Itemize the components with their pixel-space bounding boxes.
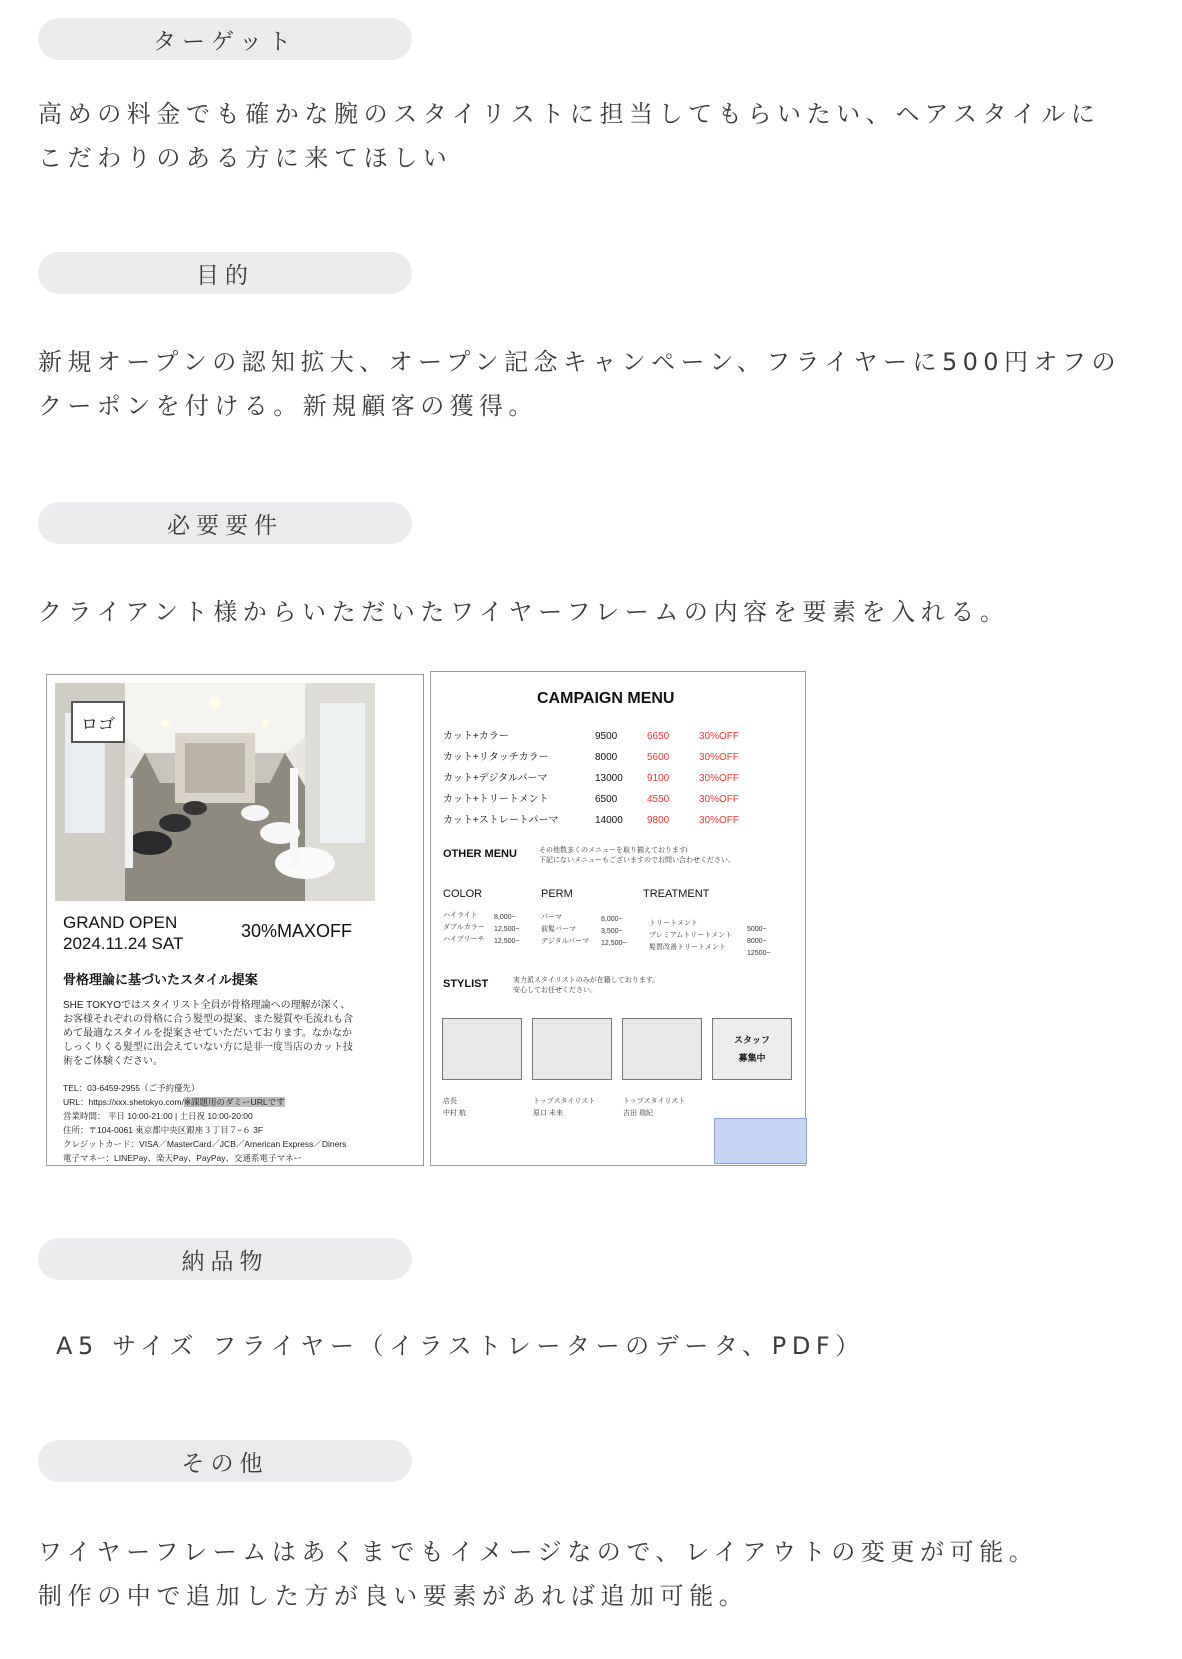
other-line-1: ワイヤーフレームはあくまでもイメージなので、レイアウトの変更が可能。 [38,1538,1039,1566]
other-text [38,1530,1038,1618]
stylist-note: 実力派スタイリストのみが在籍しております。 安心してお任せください。 [513,977,660,994]
flyer-front-image [46,674,424,1166]
purpose-line-2: クーポンを付ける。新規顧客の獲得。 [38,392,538,420]
url-text: URL：https://xxx.shetokyo.com/ [63,1097,184,1107]
treatment-title: TREATMENT [643,888,710,900]
max-off-text: 30%MAXOFF [241,921,353,941]
purpose-text [38,340,1121,428]
treatment-prices: 5000~ 8000~ 12500~ [747,926,771,957]
other-line-2: 制作の中で追加した方が良い要素があれば追加可能。 [38,1582,749,1610]
requirements-text [38,590,1010,634]
grand-open-text: GRAND OPEN [63,913,178,932]
campaign-row: カット+トリートメント 6500 4550 30%OFF [443,794,740,805]
stylist-photo-placeholder [532,1018,612,1080]
campaign-row: カット+ストレートパーマ 14000 9800 30%OFF [443,815,740,826]
address-line: 住所：〒104-0061 東京都中央区銀座３丁目７−６ 3F [63,1125,264,1135]
logo-placeholder: ロゴ [71,701,125,743]
perm-title: PERM [541,888,573,900]
other-menu-title: OTHER MENU [443,848,517,860]
perm-prices: 8,000~ 3,500~ 12,500~ [601,916,627,947]
section-label-target: ターゲット [38,18,412,60]
campaign-row: カット+カラー 9500 6650 30%OFF [443,731,740,742]
salon-photo [55,683,375,901]
color-prices: 8,000~ 12,500~ 12,500~ [494,914,520,945]
stylist-caption: トップスタイリスト 吉田 瑞紀 [623,1098,686,1117]
description-line: お客様それぞれの骨格に合う髪型の提案、また髪質や毛流れも含 [63,1014,353,1025]
shop-info [63,1081,346,1165]
stylist-photo-placeholder [442,1018,522,1080]
purpose-line-1: 新規オープンの認知拡大、オープン記念キャンペーン、フライヤーに500円オフの [38,348,1121,376]
stylist-caption: トップスタイリスト 原口 未来 [533,1098,596,1117]
concept-heading: 骨格理論に基づいたスタイル提案 [63,972,258,987]
perm-items: パーマ 前髪パーマ デジタルパーマ [541,914,590,945]
requirements-line-1: クライアント様からいただいたワイヤーフレームの内容を要素を入れる。 [38,598,1010,626]
section-label-purpose: 目的 [38,252,412,294]
deliverables-line-1: A5 サイズ フライヤー（イラストレーターのデータ、PDF） [56,1332,865,1360]
target-line-2: こだわりのある方に来てほしい [38,144,453,172]
section-label-deliverables: 納品物 [38,1238,412,1280]
blue-placeholder-box [714,1118,807,1164]
target-line-1: 高めの料金でも確かな腕のスタイリストに担当してもらいたい、ヘアスタイルに [38,100,1101,128]
emoney-line: 電子マネー：LINEPay、楽天Pay、PayPay、交通系電子マネー [63,1153,302,1163]
concept-description [63,999,353,1069]
description-line: しっくりくる髪型に出会えていない方に是非一度当店のカット技 [63,1042,353,1053]
flyer-back-image [430,671,806,1166]
tel-line: TEL：03-6459-2955（ご予約優先） [63,1083,200,1093]
campaign-row: カット+リタッチカラー 8000 5600 30%OFF [443,752,740,763]
color-items: ハイライト ダブルカラー ハイブリーチ [443,912,485,943]
cards-line: クレジットカード：VISA／MasterCard／JCB／American Express／Diners [63,1139,347,1149]
section-label-other: その他 [38,1440,412,1482]
open-date-text: 2024.11.24 SAT [63,934,184,953]
description-line: 術をご体験ください。 [63,1056,163,1067]
description-line: めて最適なスタイルを提案させていただいております。なかなか [63,1028,352,1039]
stylist-caption: 店長 中村 航 [443,1098,466,1117]
target-text [38,92,1100,180]
stylist-photo-placeholder [622,1018,702,1080]
campaign-row: カット+デジタルパーマ 13000 9100 30%OFF [443,773,740,784]
campaign-table [443,726,739,831]
url-line [63,1095,346,1109]
deliverables-text [56,1324,865,1368]
color-title: COLOR [443,888,483,900]
hours-line: 営業時間： 平日 10:00-21:00 | 土日祝 10:00-20:00 [63,1111,253,1121]
campaign-menu-title: CAMPAIGN MENU [537,690,675,707]
staff-recruiting-box: スタッフ 募集中 [712,1018,792,1080]
stylist-title: STYLIST [443,978,489,990]
description-line: SHE TOKYOではスタイリスト全員が骨格理論への理解が深く、 [63,1000,351,1011]
dummy-url-note: ※課題用のダミーURLです [183,1097,285,1107]
treatment-items: トリートメント プレミアムトリートメント 髪質改善トリートメント [649,920,733,951]
other-menu-note: その他数多くのメニューを取り揃えておりますi 下記にないメニューもございますのでお問い合わせください。 [539,847,735,864]
section-label-requirements: 必要要件 [38,502,412,544]
